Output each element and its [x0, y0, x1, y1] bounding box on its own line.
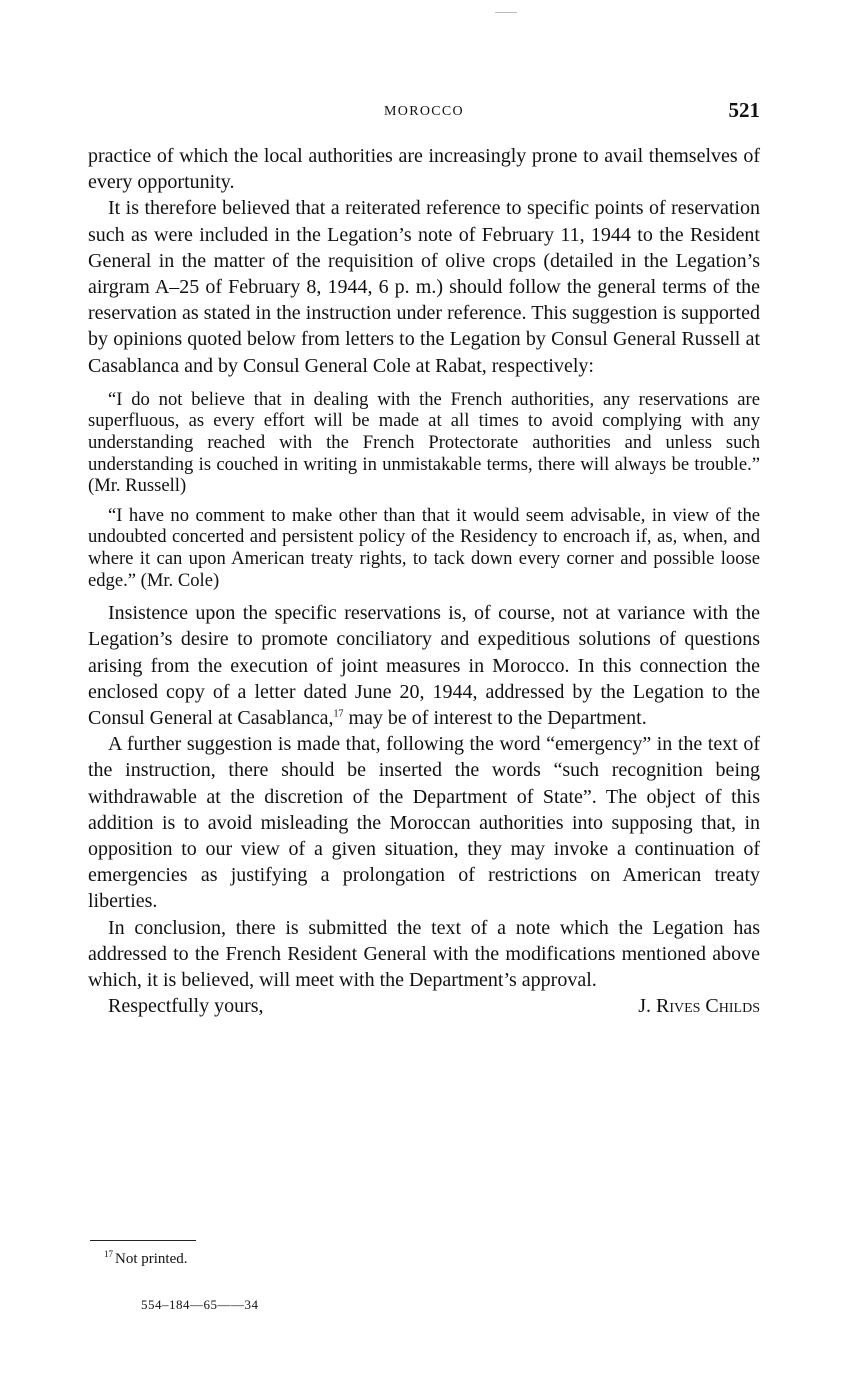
footnote: [104, 1251, 188, 1268]
paragraph-5: In conclusion, there is submitted the text of a note which the Legation has addressed to the French Resident General with the modifications mentioned above which, it is believed, will meet with the Department’s approval.: [88, 916, 760, 992]
footnote-reference: 17: [333, 708, 344, 720]
paragraph-2: It is therefore believed that a reiterated reference to specific points of reservation such as were included in the Legation’s note of February 11, 1944 to the Resident General in the matter of the requisition of olive crops (detailed in the Legation’s airgram A–25 of February 8, 1944, 6 p. m.) should follow the general terms of the reservation as stated in the instruction under reference. This suggestion is supported by opinions quoted below from letters to the Legation by Consul General Russell at Casablanca and by Consul General Cole at Rabat, respectively:: [88, 197, 760, 377]
top-edge-mark: [495, 12, 517, 13]
paragraph-4: A further suggestion is made that, following the word “emergency” in the text of the instruction, there should be inserted the words “such recognition being withdrawable at the discretion of the Department of State”. The object of this addition is to avoid misleading the Moroccan authorities into supposing that, in opposition to our view of a given situation, they may invoke a continuation of emergencies as justifying a prolongation of restrictions on American treaty liberties.: [88, 733, 760, 913]
paragraph-1: practice of which the local authorities are increasingly prone to avail themselves of every opportunity.: [88, 145, 760, 194]
page-number: 521: [728, 98, 760, 122]
salutation: Respectfully yours,: [108, 995, 264, 1018]
body-text: [88, 143, 760, 1021]
print-code: 554–184—65——34: [141, 1297, 259, 1312]
paragraph-3: [88, 600, 760, 731]
quote-russell: “I do not believe that in dealing with the French authorities, any reservations are superfluous, as every effort will be made at all times to avoid complying with any understanding reached with the French Protectorate authorities and unless such understanding is couched in writing in unmistakable terms, there will always be trouble.” (Mr. Russell): [88, 388, 760, 497]
footnote-text: Not printed.: [115, 1251, 188, 1267]
running-title: MOROCCO: [384, 104, 464, 119]
signature: J. Rives Childs: [638, 995, 760, 1018]
footnote-marker: 17: [104, 1249, 113, 1259]
paragraph-3-text-end: may be of interest to the Department.: [343, 706, 647, 729]
closing-block: [88, 993, 760, 1021]
paragraph-3-text: Insistence upon the specific reservations is, of course, not at variance with the Legation’s desire to promote conciliatory and expeditious solutions of questions arising from the execution of joint measures in Morocco. In this connection the enclosed copy of a letter dated June 20, 1944, addressed by the Legation to the Consul General at Casablanca,: [88, 602, 760, 729]
quote-cole: “I have no comment to make other than that it would seem advisable, in view of the undoubted concerted and persistent policy of the Residency to encroach if, as, when, and where it can upon American treaty rights, to tack down every corner and possible loose edge.” (Mr. Cole): [88, 504, 760, 591]
running-head: [88, 98, 760, 128]
footnote-rule: [90, 1240, 196, 1241]
